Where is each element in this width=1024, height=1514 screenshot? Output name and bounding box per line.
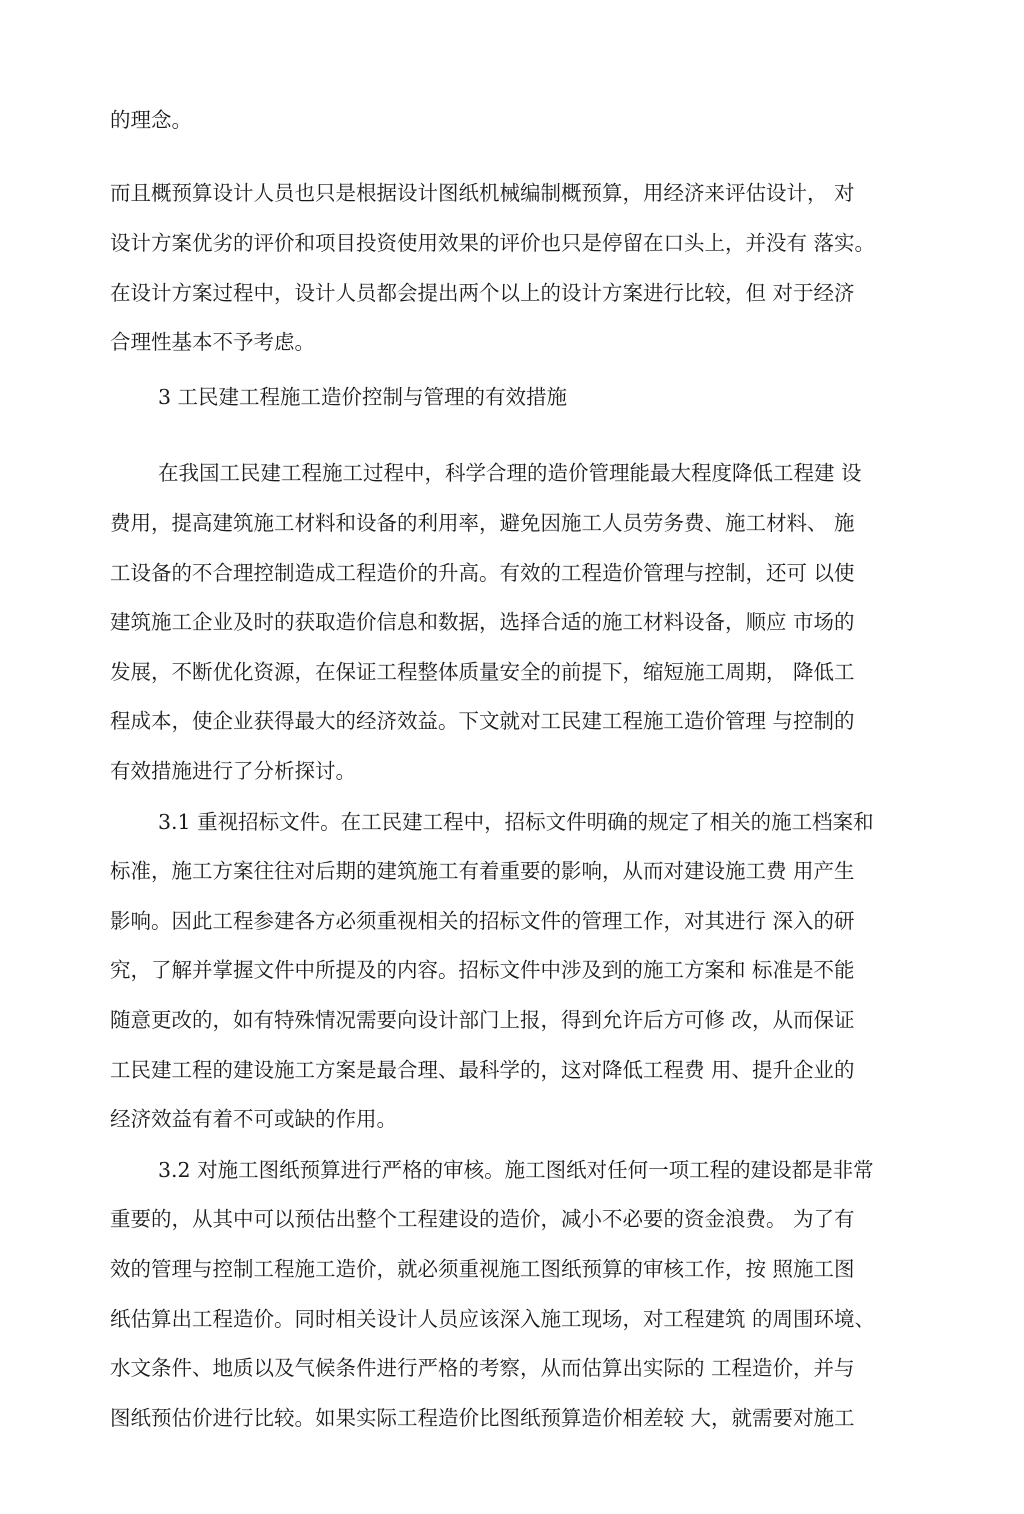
text-line: 图纸预估价进行比较。如果实际工程造价比图纸预算造价相差较 大，就需要对施工: [110, 1406, 855, 1430]
text-line: 而且概预算设计人员也只是根据设计图纸机械编制概预算，用经济来评估设计， 对: [110, 181, 855, 205]
text-line: 究，了解并掌握文件中所提及的内容。招标文件中涉及到的施工方案和 标准是不能: [110, 958, 855, 982]
section-heading: 3 工民建工程施工造价控制与管理的有效措施: [158, 385, 568, 409]
subsection-paragraph-start: 3.2 对施工图纸预算进行严格的审核。施工图纸对任何一项工程的建设都是非常: [158, 1158, 874, 1182]
text-line: 合理性基本不予考虑。: [110, 330, 315, 354]
text-line: 随意更改的，如有特殊情况需要向设计部门上报，得到允许后方可修 改，从而保证: [110, 1008, 855, 1032]
subsection-paragraph-start: 3.1 重视招标文件。在工民建工程中，招标文件明确的规定了相关的施工档案和: [158, 810, 874, 834]
text-line: 工民建工程的建设施工方案是最合理、最科学的，这对降低工程费 用、提升企业的: [110, 1058, 855, 1082]
text-line: 在我国工民建工程施工过程中，科学合理的造价管理能最大程度降低工程建 设: [158, 461, 862, 485]
text-line: 建筑施工企业及时的获取造价信息和数据，选择合适的施工材料设备，顺应 市场的: [110, 610, 855, 634]
text-line: 程成本，使企业获得最大的经济效益。下文就对工民建工程施工造价管理 与控制的: [110, 709, 855, 733]
text-line: 的理念。: [110, 108, 192, 132]
text-line: 有效措施进行了分析探讨。: [110, 759, 356, 783]
text-line: 影响。因此工程参建各方必须重视相关的招标文件的管理工作，对其进行 深入的研: [110, 909, 855, 933]
text-line: 经济效益有着不可或缺的作用。: [110, 1107, 397, 1131]
text-line: 设计方案优劣的评价和项目投资使用效果的评价也只是停留在口头上，并没有 落实。: [110, 231, 876, 255]
text-line: 在设计方案过程中，设计人员都会提出两个以上的设计方案进行比较，但 对于经济: [110, 281, 855, 305]
text-line: 工设备的不合理控制造成工程造价的升高。有效的工程造价管理与控制，还可 以使: [110, 561, 855, 585]
text-line: 标准，施工方案往往对后期的建筑施工有着重要的影响，从而对建设施工费 用产生: [110, 859, 855, 883]
text-line: 纸估算出工程造价。同时相关设计人员应该深入施工现场，对工程建筑 的周围环境、: [110, 1307, 876, 1331]
text-line: 水文条件、地质以及气候条件进行严格的考察，从而估算出实际的 工程造价，并与: [110, 1356, 855, 1380]
text-line: 发展，不断优化资源，在保证工程整体质量安全的前提下，缩短施工周期， 降低工: [110, 660, 855, 684]
text-line: 效的管理与控制工程施工造价，就必须重视施工图纸预算的审核工作，按 照施工图: [110, 1257, 855, 1281]
text-line: 重要的，从其中可以预估出整个工程建设的造价，减小不必要的资金浪费。 为了有: [110, 1207, 855, 1231]
text-line: 费用，提高建筑施工材料和设备的利用率，避免因施工人员劳务费、施工材料、 施: [110, 511, 855, 535]
